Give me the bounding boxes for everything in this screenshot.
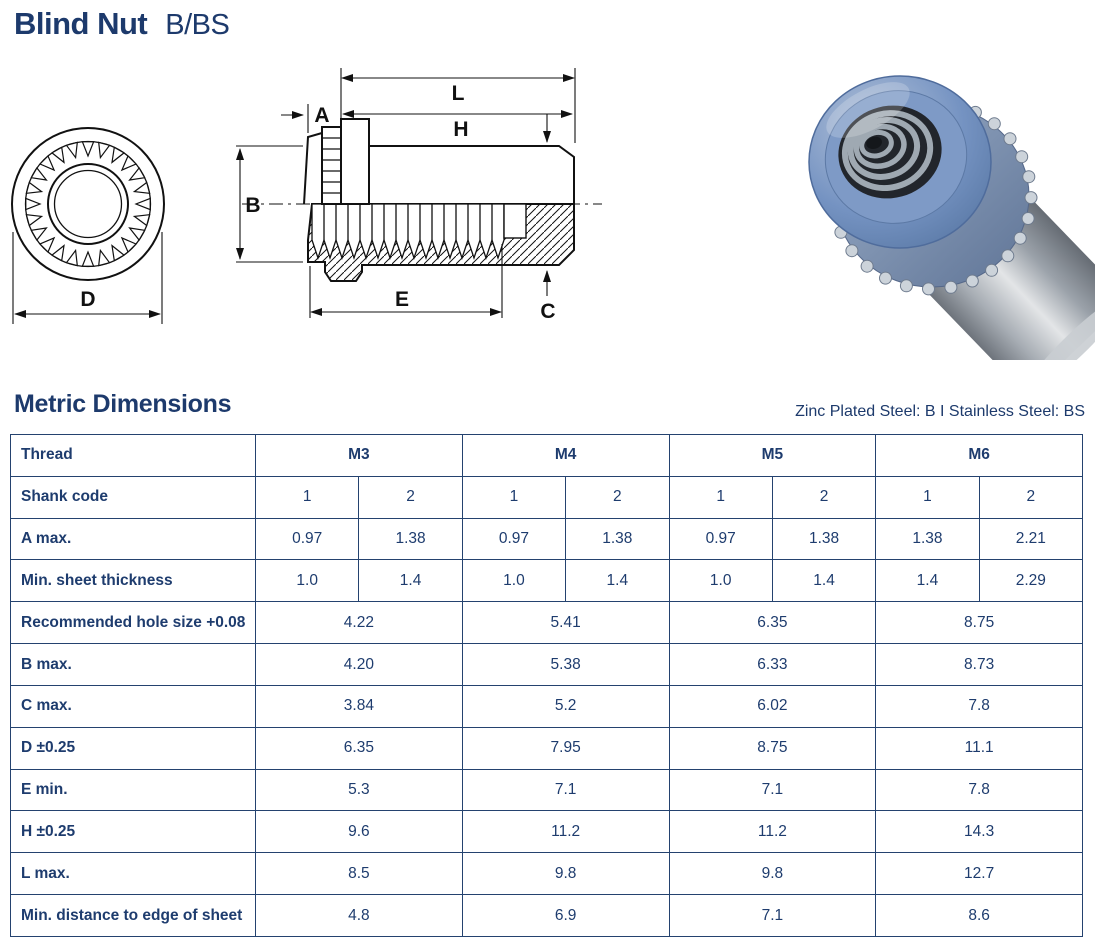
table-cell: 1.0 <box>256 560 359 602</box>
table-cell: 6.33 <box>669 644 876 686</box>
table-cell: 7.8 <box>876 769 1083 811</box>
table-cell: 0.97 <box>462 518 565 560</box>
table-cell: 1 <box>256 476 359 518</box>
table-cell: 5.41 <box>462 602 669 644</box>
table-cell: 0.97 <box>669 518 772 560</box>
thread-group-header: M6 <box>876 435 1083 477</box>
product-name: Blind Nut <box>14 6 148 41</box>
row-label-thread: Thread <box>11 435 256 477</box>
table-cell: 4.8 <box>256 895 463 937</box>
row-label: D ±0.25 <box>11 727 256 769</box>
table-cell: 6.35 <box>256 727 463 769</box>
table-cell: 3.84 <box>256 685 463 727</box>
table-cell: 1.4 <box>772 560 875 602</box>
table-cell: 7.95 <box>462 727 669 769</box>
serration-teeth <box>26 142 150 266</box>
table-row <box>11 644 1083 686</box>
table-cell: 2.29 <box>979 560 1082 602</box>
table-row <box>11 602 1083 644</box>
thread-minor-circle <box>55 171 122 238</box>
table-row <box>11 895 1083 937</box>
table-cell: 1.38 <box>876 518 979 560</box>
row-label: E min. <box>11 769 256 811</box>
row-label: C max. <box>11 685 256 727</box>
table-cell: 1.0 <box>669 560 772 602</box>
row-label: Shank code <box>11 476 256 518</box>
row-label: B max. <box>11 644 256 686</box>
dim-label-e: E <box>394 288 410 311</box>
table-cell: 11.1 <box>876 727 1083 769</box>
table-row <box>11 560 1083 602</box>
table-cell: 6.9 <box>462 895 669 937</box>
material-note: Zinc Plated Steel: B I Stainless Steel: BS <box>795 403 1085 420</box>
table-cell: 1 <box>876 476 979 518</box>
table-cell: 1.38 <box>772 518 875 560</box>
table-row <box>11 769 1083 811</box>
table-cell: 0.97 <box>256 518 359 560</box>
table-cell: 2 <box>359 476 462 518</box>
table-cell: 1.0 <box>462 560 565 602</box>
table-cell: 7.1 <box>669 895 876 937</box>
table-cell: 8.5 <box>256 853 463 895</box>
dimension-lines <box>236 68 575 318</box>
table-cell: 8.75 <box>876 602 1083 644</box>
table-row <box>11 727 1083 769</box>
table-row <box>11 811 1083 853</box>
table-cell: 7.8 <box>876 685 1083 727</box>
section-heading: Metric Dimensions <box>14 390 232 418</box>
dim-label-d: D <box>80 288 96 311</box>
table-cell: 1.4 <box>359 560 462 602</box>
flange-profile <box>304 133 322 204</box>
table-cell: 6.02 <box>669 685 876 727</box>
table-cell: 4.22 <box>256 602 463 644</box>
table-cell: 14.3 <box>876 811 1083 853</box>
table-cell: 11.2 <box>462 811 669 853</box>
table-cell: 1.4 <box>876 560 979 602</box>
table-cell: 2 <box>979 476 1082 518</box>
product-photo <box>795 40 1095 360</box>
table-cell: 2.21 <box>979 518 1082 560</box>
table-row-thread <box>11 435 1083 477</box>
table-cell: 9.6 <box>256 811 463 853</box>
table-row <box>11 685 1083 727</box>
row-label: Recommended hole size +0.08 <box>11 602 256 644</box>
thread-group-header: M3 <box>256 435 463 477</box>
table-cell: 8.6 <box>876 895 1083 937</box>
table-row <box>11 853 1083 895</box>
row-label: Min. sheet thickness <box>11 560 256 602</box>
table-cell: 4.20 <box>256 644 463 686</box>
collar-profile <box>341 119 369 204</box>
dimensions-table <box>10 434 1083 937</box>
dim-label-l: L <box>451 82 465 105</box>
row-label: A max. <box>11 518 256 560</box>
product-code: B/BS <box>165 9 230 41</box>
shank-profile <box>369 146 574 203</box>
thread-runout-box <box>504 204 526 238</box>
table-cell: 2 <box>772 476 875 518</box>
dim-label-h: H <box>453 118 469 141</box>
thread-major-circle <box>48 164 128 244</box>
table-cell: 1.38 <box>359 518 462 560</box>
table-row <box>11 518 1083 560</box>
thread-group-header: M5 <box>669 435 876 477</box>
table-cell: 9.8 <box>462 853 669 895</box>
table-cell: 1 <box>669 476 772 518</box>
dimensions-table-wrap <box>10 434 1083 937</box>
dim-label-c: C <box>540 300 556 323</box>
table-cell: 1 <box>462 476 565 518</box>
page-title <box>14 6 229 42</box>
table-cell: 5.2 <box>462 685 669 727</box>
table-cell: 7.1 <box>669 769 876 811</box>
table-cell: 8.73 <box>876 644 1083 686</box>
table-cell: 9.8 <box>669 853 876 895</box>
row-label: L max. <box>11 853 256 895</box>
table-cell: 1.38 <box>566 518 669 560</box>
table-cell: 2 <box>566 476 669 518</box>
table-cell: 12.7 <box>876 853 1083 895</box>
table-row <box>11 476 1083 518</box>
table-cell: 11.2 <box>669 811 876 853</box>
table-cell: 5.3 <box>256 769 463 811</box>
front-view-drawing <box>5 58 177 358</box>
table-cell: 5.38 <box>462 644 669 686</box>
dim-label-a: A <box>314 104 330 127</box>
row-label: Min. distance to edge of sheet <box>11 895 256 937</box>
table-cell: 1.4 <box>566 560 669 602</box>
table-cell: 6.35 <box>669 602 876 644</box>
table-cell: 7.1 <box>462 769 669 811</box>
thread-group-header: M4 <box>462 435 669 477</box>
table-cell: 8.75 <box>669 727 876 769</box>
row-label: H ±0.25 <box>11 811 256 853</box>
dim-label-b: B <box>245 194 261 217</box>
dimensions-table-body <box>11 435 1083 937</box>
side-section-drawing <box>222 55 614 367</box>
